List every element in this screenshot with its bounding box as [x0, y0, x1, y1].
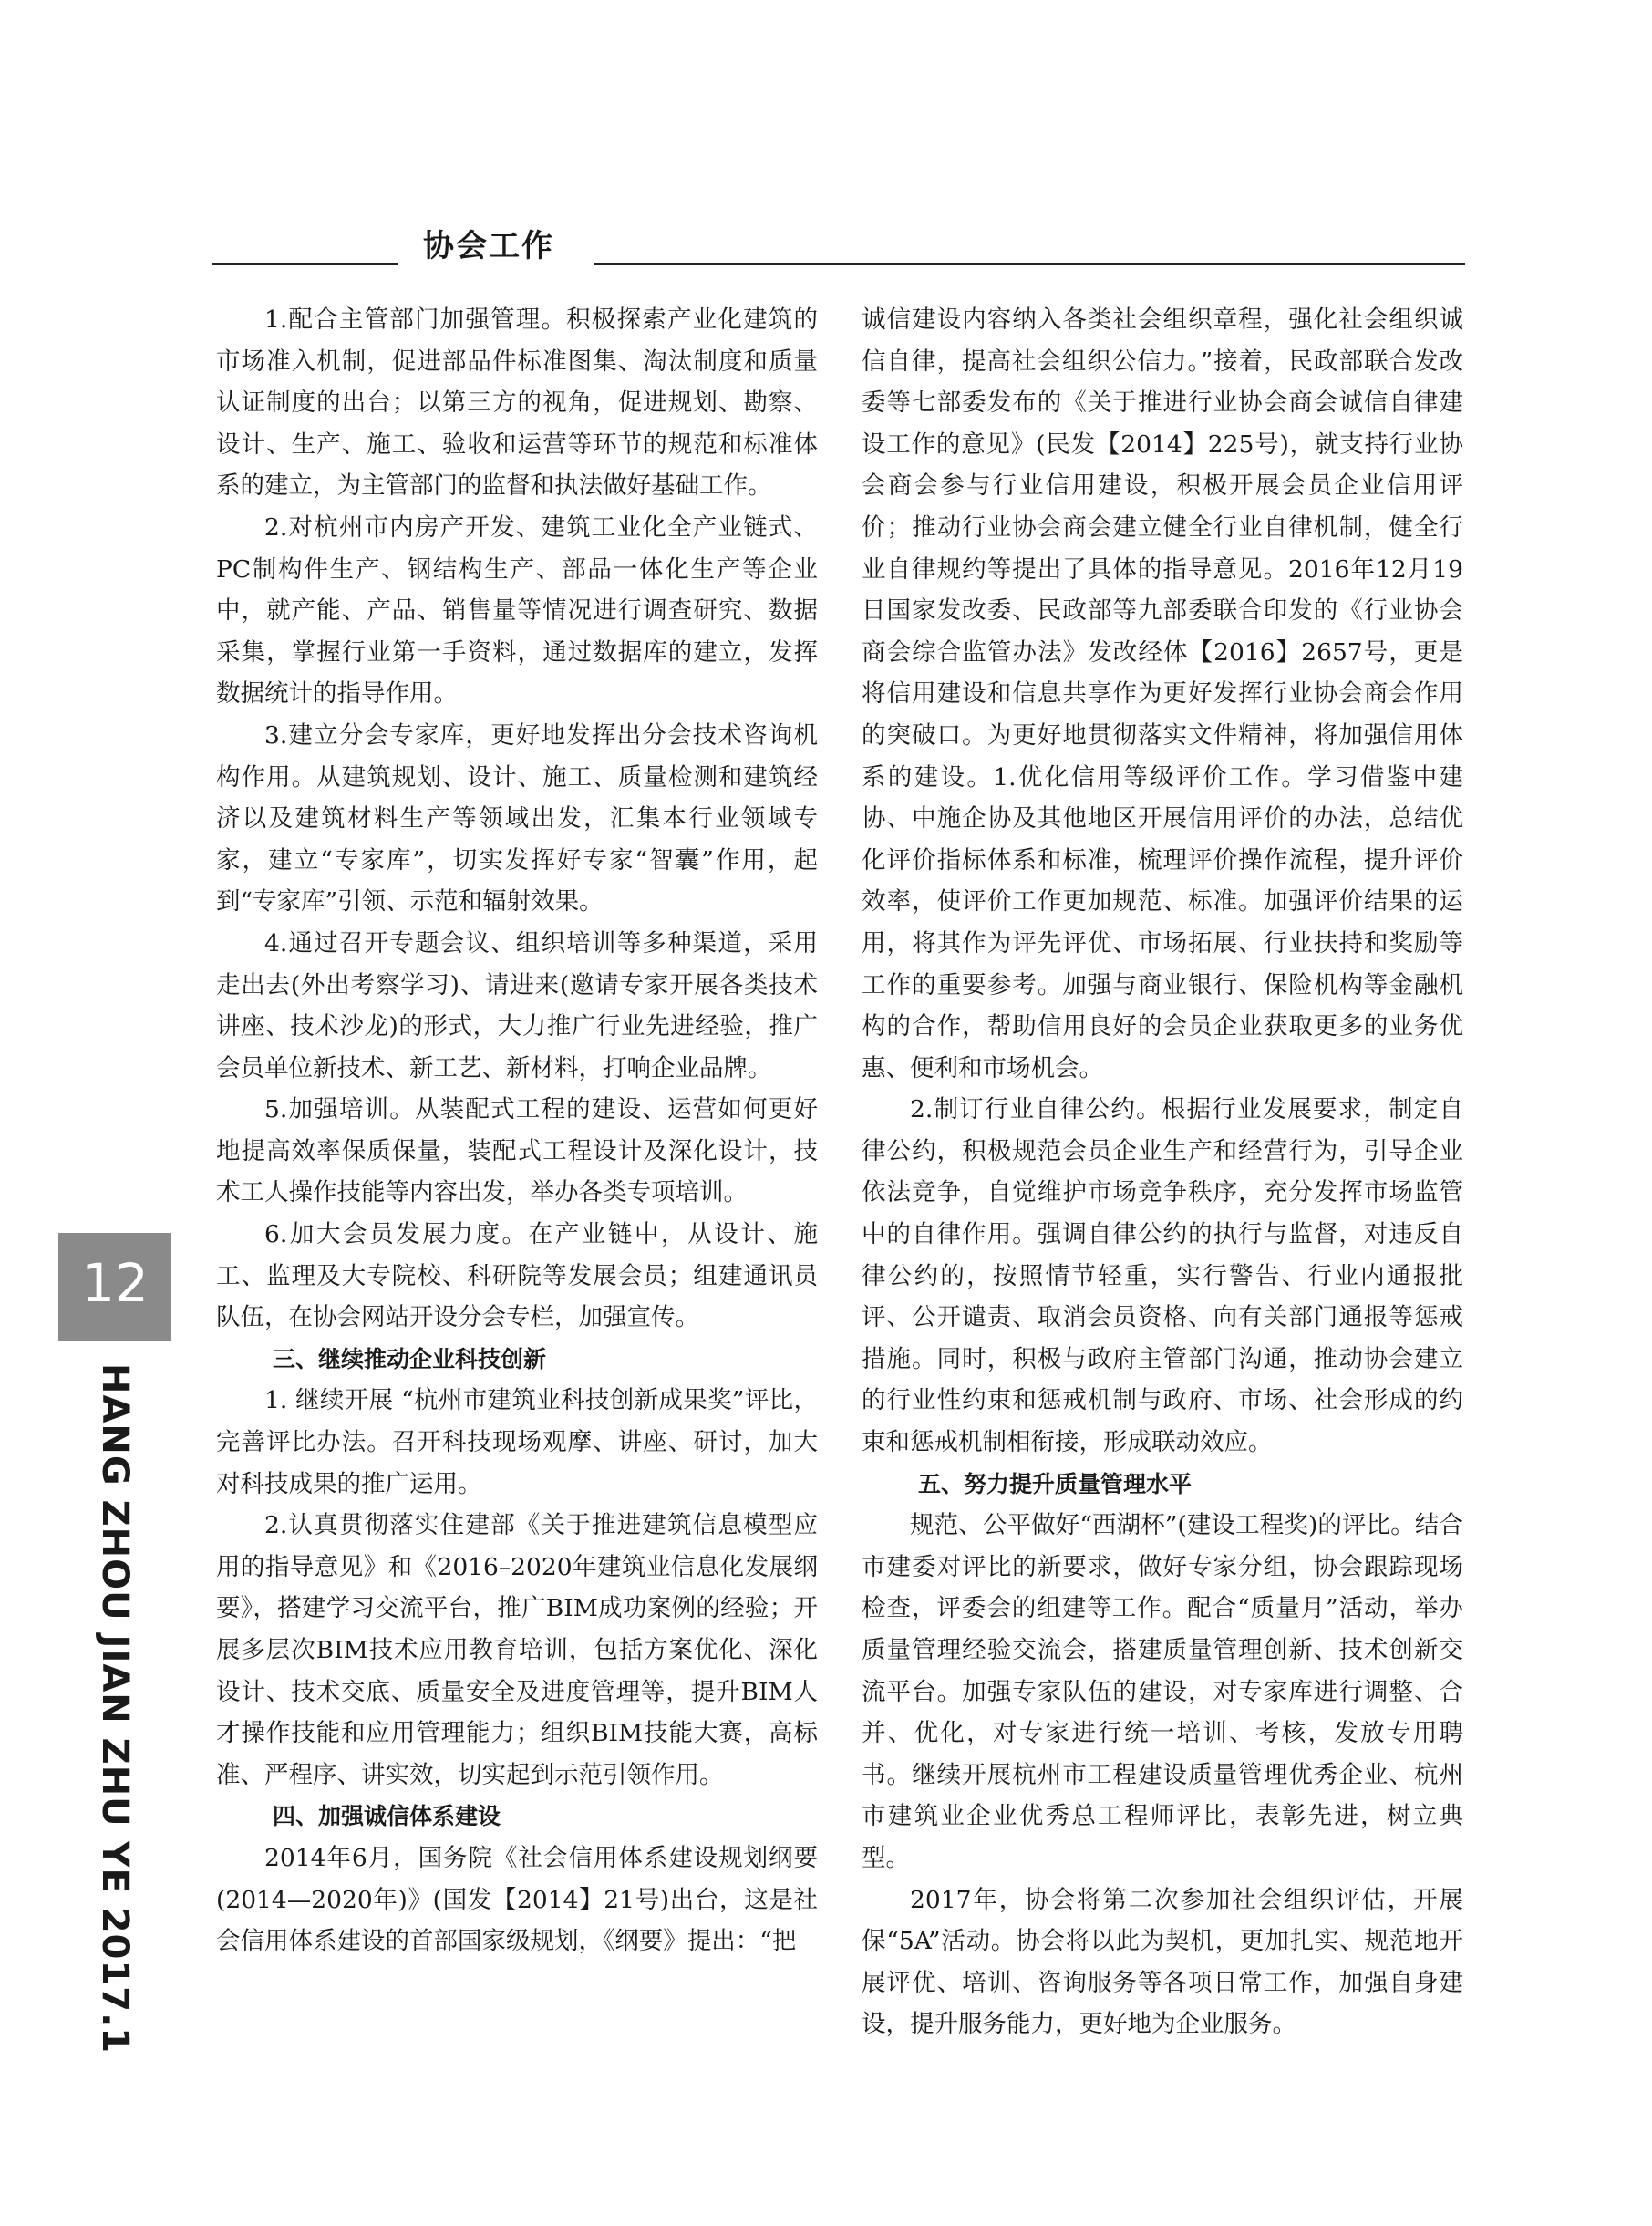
section-heading: 三、继续推动企业科技创新 [273, 1345, 547, 1372]
paragraph: 4.通过召开专题会议、组织培训等多种渠道，采用走出去(外出考察学习)、请进来(邀请专家开展各类技术讲座、技术沙龙)的形式，大力推广行业先进经验，推广会员单位新技术、新工艺、新材料，打响企业品牌。 [216, 928, 818, 1082]
left-column [216, 299, 818, 1962]
paragraph: 诚信建设内容纳入各类社会组织章程，强化社会组织诚信自律，提高社会组织公信力。”接着，民政部联合发改委等七部委发布的《关于推进行业协会商会诚信自律建设工作的意见》(民发【2014】225号)，就支持行业协会商会参与行业信用建设，积极开展会员企业信用评价；推动行业协会商会建立健全行业自律机制，健全行业自律规约等提出了具体的指导意见。2016年12月19日国家发改委、民政部等九部委联合印发的《行业协会商会综合监管办法》发改经体【2016】2657号，更是将信用建设和信息共享作为更好发挥行业协会商会作用的突破口。为更好地贯彻落实文件精神，将加强信用体系的建设。1.优化信用等级评价工作。学习借鉴中建协、中施企协及其他地区开展信用评价的办法，总结优化评价指标体系和标准，梳理评价操作流程，提升评价效率，使评价工作更加规范、标准。加强评价结果的运用，将其作为评先评优、市场拓展、行业扶持和奖励等工作的重要参考。加强与商业银行、保险机构等金融机构的合作，帮助信用良好的会员企业获取更多的业务优惠、便利和市场机会。 [862, 305, 1463, 1082]
section-heading: 五、努力提升质量管理水平 [918, 1470, 1193, 1497]
section-heading: 四、加强诚信体系建设 [273, 1803, 501, 1830]
right-column [862, 299, 1463, 2045]
paragraph: 3.建立分会专家库，更好地发挥出分会技术咨询机构作用。从建筑规划、设计、施工、质量检测和建筑经济以及建筑材料生产等领域出发，汇集本行业领域专家，建立“专家库”，切实发挥好专家“智囊”作用，起到“专家库”引领、示范和辐射效果。 [216, 720, 818, 916]
paragraph: 2.对杭州市内房产开发、建筑工业化全产业链式、PC制构件生产、钢结构生产、部品一体化生产等企业中，就产能、产品、销售量等情况进行调查研究、数据采集，掌握行业第一手资料，通过数据库的建立，发挥数据统计的指导作用。 [216, 512, 818, 709]
page-number: 12 [81, 1252, 149, 1314]
paragraph: 规范、公平做好“西湖杯”(建设工程奖)的评比。结合市建委对评比的新要求，做好专家分组，协会跟踪现场检查，评委会的组建等工作。配合“质量月”活动，举办质量管理经验交流会，搭建质量管理创新、技术创新交流平台。加强专家队伍的建设，对专家库进行调整、合并、优化，对专家进行统一培训、考核，发放专用聘书。继续开展杭州市工程建设质量管理优秀企业、杭州市建筑业企业优秀总工程师评比，表彰先进，树立典型。 [862, 1511, 1463, 1872]
paragraph: 2017年，协会将第二次参加社会组织评估，开展保“5A”活动。协会将以此为契机，更加扎实、规范地开展评优、培训、咨询服务等各项日常工作，加强自身建设，提升服务能力，更好地为企业服务。 [862, 1885, 1463, 2039]
header-rule-right [594, 263, 1465, 265]
section-header [212, 226, 1465, 272]
paragraph: 2.制订行业自律公约。根据行业发展要求，制定自律公约，积极规范会员企业生产和经营行为，引导企业依法竞争，自觉维护市场竞争秩序，充分发挥市场监管中的自律作用。强调自律公约的执行与监督，对违反自律公约的，按照情节轻重，实行警告、行业内通报批评、公开谴责、取消会员资格、向有关部门通报等惩戒措施。同时，积极与政府主管部门沟通，推动协会建立的行业性约束和惩戒机制与政府、市场、社会形成的约束和惩戒机制相衔接，形成联动效应。 [862, 1095, 1463, 1457]
section-title: 协会工作 [423, 228, 554, 264]
paragraph: 2.认真贯彻落实住建部《关于推进建筑信息模型应用的指导意见》和《2016–2020年建筑业信息化发展纲要》，搭建学习交流平台，推广BIM成功案例的经验；开展多层次BIM技术应用教育培训，包括方案优化、深化设计、技术交底、质量安全及进度管理等，提升BIM人才操作技能和应用管理能力；组织BIM技能大赛，高标准、严程序、讲实效，切实起到示范引领作用。 [216, 1511, 818, 1789]
paragraph: 5.加强培训。从装配式工程的建设、运营如何更好地提高效率保质保量，装配式工程设计及深化设计，技术工人操作技能等内容出发，举办各类专项培训。 [216, 1095, 818, 1207]
paragraph: 6.加大会员发展力度。在产业链中，从设计、施工、监理及大专院校、科研院等发展会员；组建通讯员队伍，在协会网站开设分会专栏，加强宣传。 [216, 1220, 818, 1332]
paragraph: 1. 继续开展 “杭州市建筑业科技创新成果奖”评比，完善评比办法。召开科技现场观摩、讲座、研讨，加大对科技成果的推广运用。 [216, 1386, 818, 1498]
paragraph: 1.配合主管部门加强管理。积极探索产业化建筑的市场准入机制，促进部品件标准图集、淘汰制度和质量认证制度的出台；以第三方的视角，促进规划、勘察、设计、生产、施工、验收和运营等环节的规范和标准体系的建立，为主管部门的监督和执法做好基础工作。 [216, 305, 818, 501]
paragraph: 2014年6月，国务院《社会信用体系建设规划纲要(2014—2020年)》(国发【2014】21号)出台，这是社会信用体系建设的首部国家级规划，《纲要》提出：“把 [216, 1843, 818, 1956]
page-number-tab [58, 1233, 171, 1341]
header-rule-left [212, 263, 398, 265]
journal-name-vertical: HANG ZHOU JIAN ZHU YE 2017.1 [94, 1363, 136, 2055]
